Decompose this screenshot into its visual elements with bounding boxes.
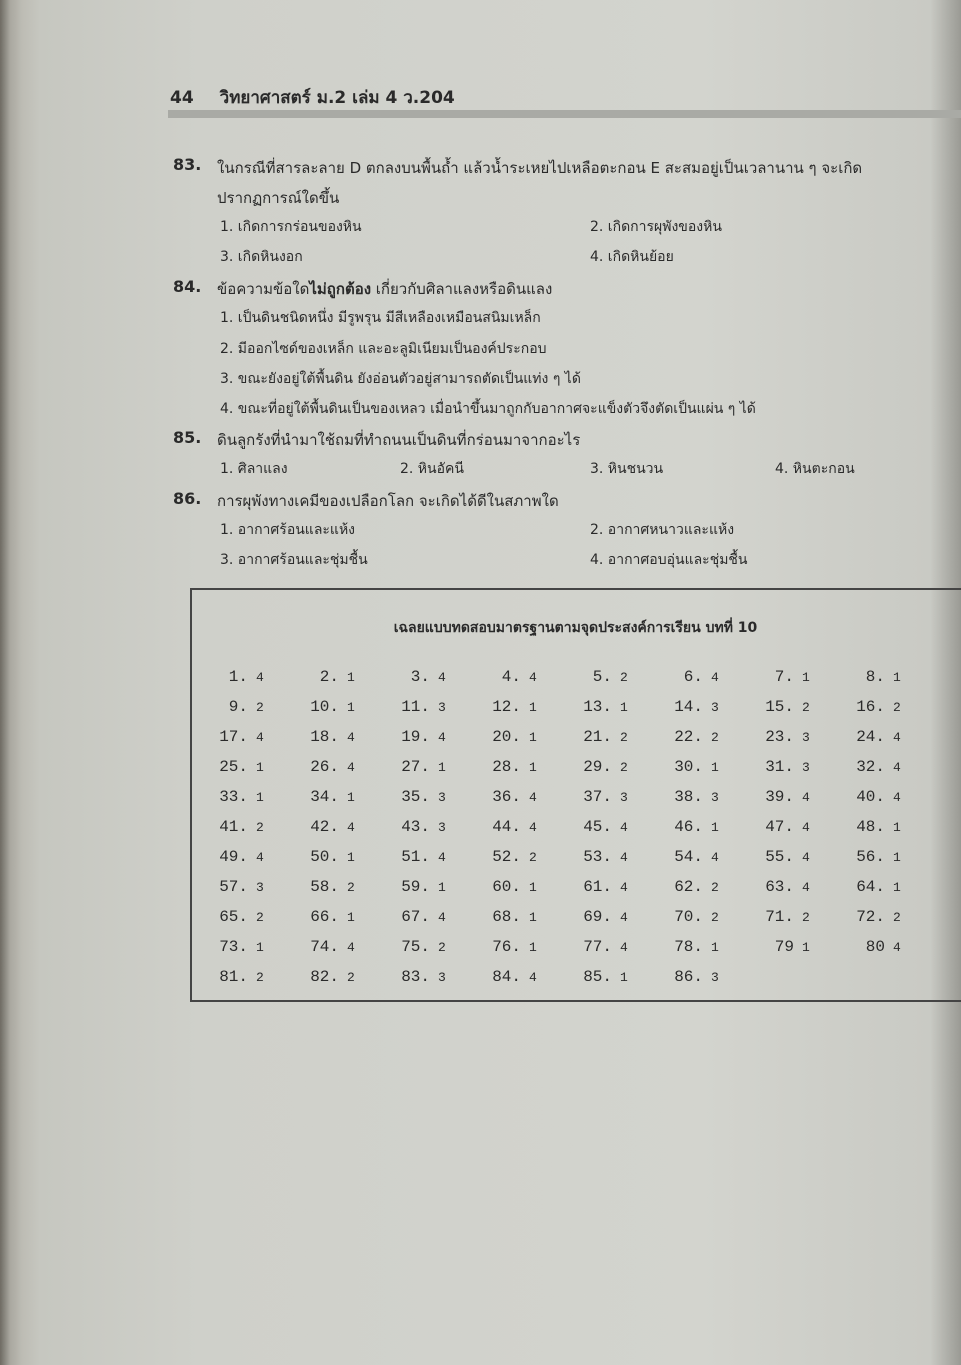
answer-choice: 1 <box>256 940 264 955</box>
option: 1. เกิดการกร่อนของหิน <box>220 219 362 235</box>
answer-item <box>481 728 537 746</box>
answer-question-number: 54. <box>674 848 703 866</box>
answer-choice: 4 <box>620 910 628 925</box>
answer-item <box>208 968 264 986</box>
answer-question-number: 6. <box>683 668 703 686</box>
answer-choice: 1 <box>620 970 628 985</box>
answer-question-number: 59. <box>401 878 430 896</box>
answer-question-number: 84. <box>492 968 521 986</box>
answer-item <box>663 908 719 926</box>
answer-question-number: 57. <box>219 878 248 896</box>
answer-item <box>572 938 628 956</box>
answer-question-number: 75. <box>401 938 430 956</box>
answer-item <box>208 818 264 836</box>
answer-item <box>481 818 537 836</box>
answer-item <box>481 938 537 956</box>
answer-item <box>390 968 446 986</box>
answer-question-number: 86. <box>674 968 703 986</box>
answer-question-number: 41. <box>219 818 248 836</box>
answer-question-number: 4. <box>501 668 521 686</box>
answer-item <box>663 938 719 956</box>
answer-choice: 1 <box>438 760 446 775</box>
answer-question-number: 67. <box>401 908 430 926</box>
answer-choice: 1 <box>347 850 355 865</box>
answer-question-number: 16. <box>856 698 885 716</box>
answer-item <box>299 818 355 836</box>
option: 2. มีออกไซด์ของเหล็ก และอะลูมิเนียมเป็นองค์ประกอบ <box>220 341 547 357</box>
answer-item <box>390 788 446 806</box>
answer-choice: 1 <box>256 790 264 805</box>
answer-question-number: 69. <box>583 908 612 926</box>
answer-choice: 4 <box>893 760 901 775</box>
answer-question-number: 35. <box>401 788 430 806</box>
answer-item <box>299 878 355 896</box>
answer-choice: 2 <box>256 970 264 985</box>
answer-item <box>481 968 537 986</box>
answer-question-number: 49. <box>219 848 248 866</box>
answer-question-number: 58. <box>310 878 339 896</box>
answer-question-number: 32. <box>856 758 885 776</box>
answer-item <box>754 908 810 926</box>
answer-question-number: 20. <box>492 728 521 746</box>
answer-choice: 1 <box>529 760 537 775</box>
answer-item <box>390 758 446 776</box>
answer-item <box>481 908 537 926</box>
answer-item <box>481 668 537 686</box>
answer-question-number: 44. <box>492 818 521 836</box>
answer-question-number: 64. <box>856 878 885 896</box>
answer-choice: 2 <box>620 670 628 685</box>
answer-choice: 2 <box>802 700 810 715</box>
answer-question-number: 55. <box>765 848 794 866</box>
answer-choice: 3 <box>802 760 810 775</box>
answer-question-number: 66. <box>310 908 339 926</box>
answer-choice: 1 <box>711 760 719 775</box>
answer-question-number: 5. <box>592 668 612 686</box>
option: 3. ขณะยังอยู่ใต้พื้นดิน ยังอ่อนตัวอยู่สามารถตัดเป็นแท่ง ๆ ได้ <box>220 371 581 387</box>
answer-item <box>299 908 355 926</box>
question-text-part: เกี่ยวกับศิลาแลงหรือดินแลง <box>371 280 553 298</box>
answer-choice: 3 <box>438 820 446 835</box>
answer-choice: 4 <box>438 730 446 745</box>
answer-choice: 4 <box>529 970 537 985</box>
question-text <box>217 277 552 301</box>
answer-question-number: 22. <box>674 728 703 746</box>
answer-choice: 1 <box>529 940 537 955</box>
answer-item <box>299 938 355 956</box>
question-text: ดินลูกรังที่นำมาใช้ถมที่ทำถนนเป็นดินที่กร่อนมาจากอะไร <box>217 431 581 449</box>
answer-question-number: 42. <box>310 818 339 836</box>
answer-question-number: 13. <box>583 698 612 716</box>
answer-item <box>754 848 810 866</box>
answer-question-number: 34. <box>310 788 339 806</box>
answer-choice: 1 <box>347 910 355 925</box>
question-number: 85. <box>173 428 202 447</box>
answer-question-number: 51. <box>401 848 430 866</box>
answer-choice: 1 <box>529 880 537 895</box>
answer-question-number: 23. <box>765 728 794 746</box>
answer-item <box>663 848 719 866</box>
answer-choice: 1 <box>711 820 719 835</box>
answer-choice: 1 <box>893 820 901 835</box>
answer-choice: 3 <box>711 700 719 715</box>
answer-choice: 1 <box>529 700 537 715</box>
header-divider <box>168 110 961 118</box>
answer-choice: 3 <box>620 790 628 805</box>
option: 2. อากาศหนาวและแห้ง <box>590 522 735 538</box>
option: 2. เกิดการผุพังของหิน <box>590 219 722 235</box>
answer-choice: 2 <box>711 880 719 895</box>
answer-item <box>481 698 537 716</box>
answer-question-number: 63. <box>765 878 794 896</box>
answer-question-number: 74. <box>310 938 339 956</box>
answer-item <box>572 908 628 926</box>
page-header <box>170 84 455 111</box>
question-number: 86. <box>173 489 202 508</box>
answer-item <box>754 728 810 746</box>
answer-choice: 4 <box>620 940 628 955</box>
answer-item <box>663 668 719 686</box>
answer-choice: 3 <box>256 880 264 895</box>
answer-item <box>845 668 901 686</box>
answer-choice: 2 <box>711 730 719 745</box>
answer-choice: 1 <box>893 850 901 865</box>
answer-item <box>845 698 901 716</box>
answer-item <box>208 758 264 776</box>
answer-question-number: 19. <box>401 728 430 746</box>
answer-choice: 1 <box>802 670 810 685</box>
answer-item <box>845 788 901 806</box>
answer-choice: 2 <box>438 940 446 955</box>
answer-choice: 1 <box>438 880 446 895</box>
answer-item <box>754 668 810 686</box>
answer-item <box>845 878 901 896</box>
answer-question-number: 81. <box>219 968 248 986</box>
answer-item <box>572 758 628 776</box>
answer-item <box>390 728 446 746</box>
answer-question-number: 65. <box>219 908 248 926</box>
answer-choice: 1 <box>893 670 901 685</box>
answer-key-title: เฉลยแบบทดสอบมาตรฐานตามจุดประสงค์การเรียน บทที่ 10 <box>393 620 758 636</box>
answer-choice: 4 <box>529 790 537 805</box>
answer-question-number: 3. <box>410 668 430 686</box>
answer-choice: 4 <box>438 670 446 685</box>
answer-choice: 1 <box>711 940 719 955</box>
answer-choice: 2 <box>620 730 628 745</box>
answer-question-number: 39. <box>765 788 794 806</box>
option: 1. ศิลาแลง <box>220 461 288 477</box>
answer-choice: 4 <box>802 850 810 865</box>
answer-question-number: 73. <box>219 938 248 956</box>
answer-item <box>572 728 628 746</box>
answer-question-number: 31. <box>765 758 794 776</box>
answer-item <box>481 758 537 776</box>
answer-item <box>390 878 446 896</box>
answer-item <box>845 938 901 956</box>
answer-item <box>481 848 537 866</box>
book-title: วิทยาศาสตร์ ม.2 เล่ม 4 ว.204 <box>219 88 455 108</box>
option: 2. หินอัคนี <box>400 461 464 477</box>
answer-question-number: 72. <box>856 908 885 926</box>
answer-item <box>208 788 264 806</box>
answer-item <box>572 818 628 836</box>
answer-item <box>481 878 537 896</box>
answer-choice: 2 <box>347 880 355 895</box>
answer-item <box>572 878 628 896</box>
question-text: ปรากฏการณ์ใดขึ้น <box>217 189 340 207</box>
option: 3. หินชนวน <box>590 461 664 477</box>
answer-item <box>663 728 719 746</box>
answer-item <box>208 878 264 896</box>
answer-question-number: 52. <box>492 848 521 866</box>
answer-item <box>208 698 264 716</box>
answer-item <box>299 728 355 746</box>
answer-item <box>299 848 355 866</box>
answer-item <box>663 758 719 776</box>
question-text: ในกรณีที่สารละลาย D ตกลงบนพื้นถ้ำ แล้วน้ำระเหยไปเหลือตะกอน E สะสมอยู่เป็นเวลานาน ๆ จะเกิด <box>217 159 863 177</box>
answer-question-number: 11. <box>401 698 430 716</box>
answer-question-number: 15. <box>765 698 794 716</box>
answer-question-number: 80 <box>865 938 885 956</box>
answer-item <box>845 908 901 926</box>
answer-question-number: 56. <box>856 848 885 866</box>
answer-question-number: 18. <box>310 728 339 746</box>
answer-choice: 1 <box>893 880 901 895</box>
answer-question-number: 70. <box>674 908 703 926</box>
answer-question-number: 36. <box>492 788 521 806</box>
answer-question-number: 53. <box>583 848 612 866</box>
answer-question-number: 62. <box>674 878 703 896</box>
answer-question-number: 29. <box>583 758 612 776</box>
answer-choice: 4 <box>529 670 537 685</box>
answer-choice: 4 <box>802 790 810 805</box>
answer-item <box>572 698 628 716</box>
answer-choice: 3 <box>802 730 810 745</box>
answer-item <box>208 938 264 956</box>
option: 3. เกิดหินงอก <box>220 249 303 265</box>
answer-question-number: 25. <box>219 758 248 776</box>
answer-question-number: 77. <box>583 938 612 956</box>
answer-choice: 4 <box>256 730 264 745</box>
answer-question-number: 78. <box>674 938 703 956</box>
option: 4. อากาศอบอุ่นและชุ่มชื้น <box>590 552 748 568</box>
answer-item <box>299 698 355 716</box>
answer-choice: 1 <box>347 670 355 685</box>
answer-choice: 4 <box>347 760 355 775</box>
answer-question-number: 30. <box>674 758 703 776</box>
answer-item <box>208 908 264 926</box>
answer-question-number: 46. <box>674 818 703 836</box>
answer-item <box>390 668 446 686</box>
answer-choice: 4 <box>620 820 628 835</box>
answer-choice: 2 <box>893 700 901 715</box>
answer-question-number: 7. <box>774 668 794 686</box>
question-number: 83. <box>173 155 202 174</box>
answer-question-number: 10. <box>310 698 339 716</box>
answer-item <box>572 848 628 866</box>
answer-question-number: 26. <box>310 758 339 776</box>
answer-item <box>754 788 810 806</box>
answer-question-number: 43. <box>401 818 430 836</box>
question-number: 84. <box>173 277 202 296</box>
option: 1. เป็นดินชนิดหนึ่ง มีรูพรุน มีสีเหลืองเหมือนสนิมเหล็ก <box>220 310 541 326</box>
answer-item <box>663 788 719 806</box>
answer-item <box>845 758 901 776</box>
answer-choice: 4 <box>347 730 355 745</box>
answer-item <box>663 968 719 986</box>
answer-item <box>299 758 355 776</box>
answer-choice: 2 <box>256 820 264 835</box>
answer-question-number: 38. <box>674 788 703 806</box>
answer-question-number: 17. <box>219 728 248 746</box>
answer-item <box>663 878 719 896</box>
question-text-part: ข้อความข้อใด <box>217 280 310 298</box>
answer-item <box>754 698 810 716</box>
answer-item <box>299 788 355 806</box>
answer-question-number: 79 <box>774 938 794 956</box>
answer-item <box>481 788 537 806</box>
answer-item <box>754 938 810 956</box>
answer-question-number: 45. <box>583 818 612 836</box>
answer-choice: 2 <box>347 970 355 985</box>
answer-choice: 4 <box>438 850 446 865</box>
answer-question-number: 82. <box>310 968 339 986</box>
answer-choice: 4 <box>347 940 355 955</box>
answer-item <box>390 818 446 836</box>
answer-question-number: 48. <box>856 818 885 836</box>
answer-choice: 3 <box>438 790 446 805</box>
answer-item <box>299 668 355 686</box>
answer-choice: 3 <box>711 970 719 985</box>
answer-choice: 4 <box>893 940 901 955</box>
answer-choice: 4 <box>802 880 810 895</box>
answer-choice: 4 <box>802 820 810 835</box>
answer-question-number: 37. <box>583 788 612 806</box>
answer-choice: 1 <box>347 700 355 715</box>
page-number: 44 <box>170 88 194 108</box>
answer-question-number: 71. <box>765 908 794 926</box>
option: 3. อากาศร้อนและชุ่มชื้น <box>220 552 368 568</box>
answer-choice: 2 <box>529 850 537 865</box>
question-text: การผุพังทางเคมีของเปลือกโลก จะเกิดได้ดีในสภาพใด <box>217 492 559 510</box>
answer-choice: 2 <box>256 700 264 715</box>
answer-item <box>754 818 810 836</box>
answer-choice: 1 <box>347 790 355 805</box>
answer-question-number: 9. <box>228 698 248 716</box>
answer-choice: 4 <box>893 730 901 745</box>
answer-question-number: 85. <box>583 968 612 986</box>
answer-question-number: 83. <box>401 968 430 986</box>
answer-question-number: 12. <box>492 698 521 716</box>
answer-question-number: 60. <box>492 878 521 896</box>
answer-item <box>208 848 264 866</box>
answer-item <box>572 788 628 806</box>
answer-question-number: 50. <box>310 848 339 866</box>
answer-item <box>845 818 901 836</box>
answer-choice: 4 <box>620 850 628 865</box>
answer-item <box>663 698 719 716</box>
answer-choice: 2 <box>256 910 264 925</box>
answer-question-number: 68. <box>492 908 521 926</box>
answer-question-number: 76. <box>492 938 521 956</box>
answer-choice: 4 <box>529 820 537 835</box>
answer-question-number: 28. <box>492 758 521 776</box>
option: 1. อากาศร้อนและแห้ง <box>220 522 356 538</box>
answer-question-number: 47. <box>765 818 794 836</box>
answer-question-number: 14. <box>674 698 703 716</box>
answer-choice: 1 <box>620 700 628 715</box>
option: 4. เกิดหินย้อย <box>590 249 674 265</box>
answer-item <box>390 938 446 956</box>
answer-choice: 1 <box>529 910 537 925</box>
answer-choice: 2 <box>711 910 719 925</box>
answer-item <box>845 848 901 866</box>
answer-question-number: 2. <box>319 668 339 686</box>
answer-question-number: 27. <box>401 758 430 776</box>
answer-item <box>754 758 810 776</box>
answer-choice: 2 <box>620 760 628 775</box>
answer-choice: 4 <box>438 910 446 925</box>
answer-choice: 3 <box>438 700 446 715</box>
answer-item <box>754 878 810 896</box>
answer-question-number: 24. <box>856 728 885 746</box>
answer-question-number: 8. <box>865 668 885 686</box>
answer-item <box>390 698 446 716</box>
answer-choice: 3 <box>711 790 719 805</box>
answer-question-number: 33. <box>219 788 248 806</box>
answer-choice: 2 <box>893 910 901 925</box>
answer-choice: 4 <box>893 790 901 805</box>
answer-item <box>299 968 355 986</box>
answer-item <box>845 728 901 746</box>
answer-choice: 3 <box>438 970 446 985</box>
answer-question-number: 1. <box>228 668 248 686</box>
answer-choice: 4 <box>620 880 628 895</box>
answer-choice: 4 <box>711 850 719 865</box>
answer-choice: 4 <box>347 820 355 835</box>
answer-item <box>390 908 446 926</box>
answer-choice: 1 <box>802 940 810 955</box>
answer-item <box>390 848 446 866</box>
answer-item <box>663 818 719 836</box>
answer-choice: 2 <box>802 910 810 925</box>
option: 4. ขณะที่อยู่ใต้พื้นดินเป็นของเหลว เมื่อนำขึ้นมาถูกกับอากาศจะแข็งตัวจึงตัดเป็นแผ่น ๆ ได้ <box>220 401 756 417</box>
answer-choice: 4 <box>256 670 264 685</box>
answer-item <box>208 728 264 746</box>
question-emphasis: ไม่ถูกต้อง <box>309 280 372 298</box>
answer-item <box>572 968 628 986</box>
answer-item <box>208 668 264 686</box>
answer-choice: 1 <box>529 730 537 745</box>
option: 4. หินตะกอน <box>775 461 855 477</box>
answer-question-number: 61. <box>583 878 612 896</box>
answer-choice: 4 <box>256 850 264 865</box>
answer-question-number: 21. <box>583 728 612 746</box>
answer-item <box>572 668 628 686</box>
answer-choice: 1 <box>256 760 264 775</box>
answer-choice: 4 <box>711 670 719 685</box>
answer-question-number: 40. <box>856 788 885 806</box>
